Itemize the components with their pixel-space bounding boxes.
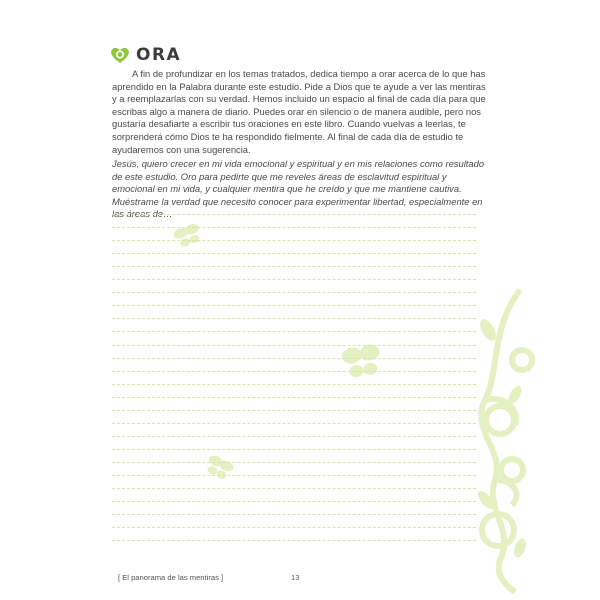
section-title: ORA [136,45,182,65]
writing-line[interactable] [112,240,476,241]
writing-line[interactable] [112,292,476,293]
writing-line[interactable] [112,423,476,424]
writing-line[interactable] [112,305,476,306]
writing-line[interactable] [112,527,476,528]
writing-line[interactable] [112,331,476,332]
writing-line[interactable] [112,397,476,398]
writing-line[interactable] [112,214,476,215]
writing-line[interactable] [112,462,476,463]
writing-line[interactable] [112,501,476,502]
writing-line[interactable] [112,449,476,450]
floral-swirl-ornament [481,290,532,592]
writing-line[interactable] [112,540,476,541]
heart-icon [110,45,130,65]
writing-line[interactable] [112,488,476,489]
writing-line[interactable] [112,436,476,437]
writing-line[interactable] [112,227,476,228]
writing-line[interactable] [112,384,476,385]
section-header [110,45,181,65]
writing-line[interactable] [112,266,476,267]
writing-line[interactable] [112,410,476,411]
writing-line[interactable] [112,358,476,359]
floral-leaf-ornament [475,317,528,559]
writing-line[interactable] [112,514,476,515]
prayer-prompt: Jesús, quiero crecer en mi vida emocional y espiritual y en mis relaciones como resultado de este estudio. Oro para pedirte que me reveles áreas de esclavitud espiritual y emocional en mi vida, y cualquier mentira que he creído y que me mantiene cautiva. Muéstrame la verdad que necesito conocer para experimentar libertad, especialmente en las áreas de… [112,158,485,220]
intro-paragraph: A fin de profundizar en los temas tratados, dedica tiempo a orar acerca de lo que has aprendido en la Palabra durante este estudio. Pide a Dios que te ayude a ver las mentiras y a reemplazarlas con su verdad. Hemos incluido un espacio al final de cada día para que escribas algo a manera de diario. Puedes orar en silencio o de manera audible, pero nos gustaría desafiarte a escribir tus oraciones en este libro. Cuando vuelvas a leerlas, te sorprenderá cómo Dios te ha respondido fielmente. Al final de cada día de estudio te ayudaremos con una sugerencia. [112,68,486,155]
writing-lines[interactable] [112,214,476,554]
footer-book-title: [ El panorama de las mentiras ] [118,573,224,582]
writing-line[interactable] [112,279,476,280]
writing-line[interactable] [112,253,476,254]
writing-line[interactable] [112,318,476,319]
writing-line[interactable] [112,475,476,476]
writing-line[interactable] [112,345,476,346]
writing-line[interactable] [112,371,476,372]
footer-page-number: 13 [291,573,300,582]
